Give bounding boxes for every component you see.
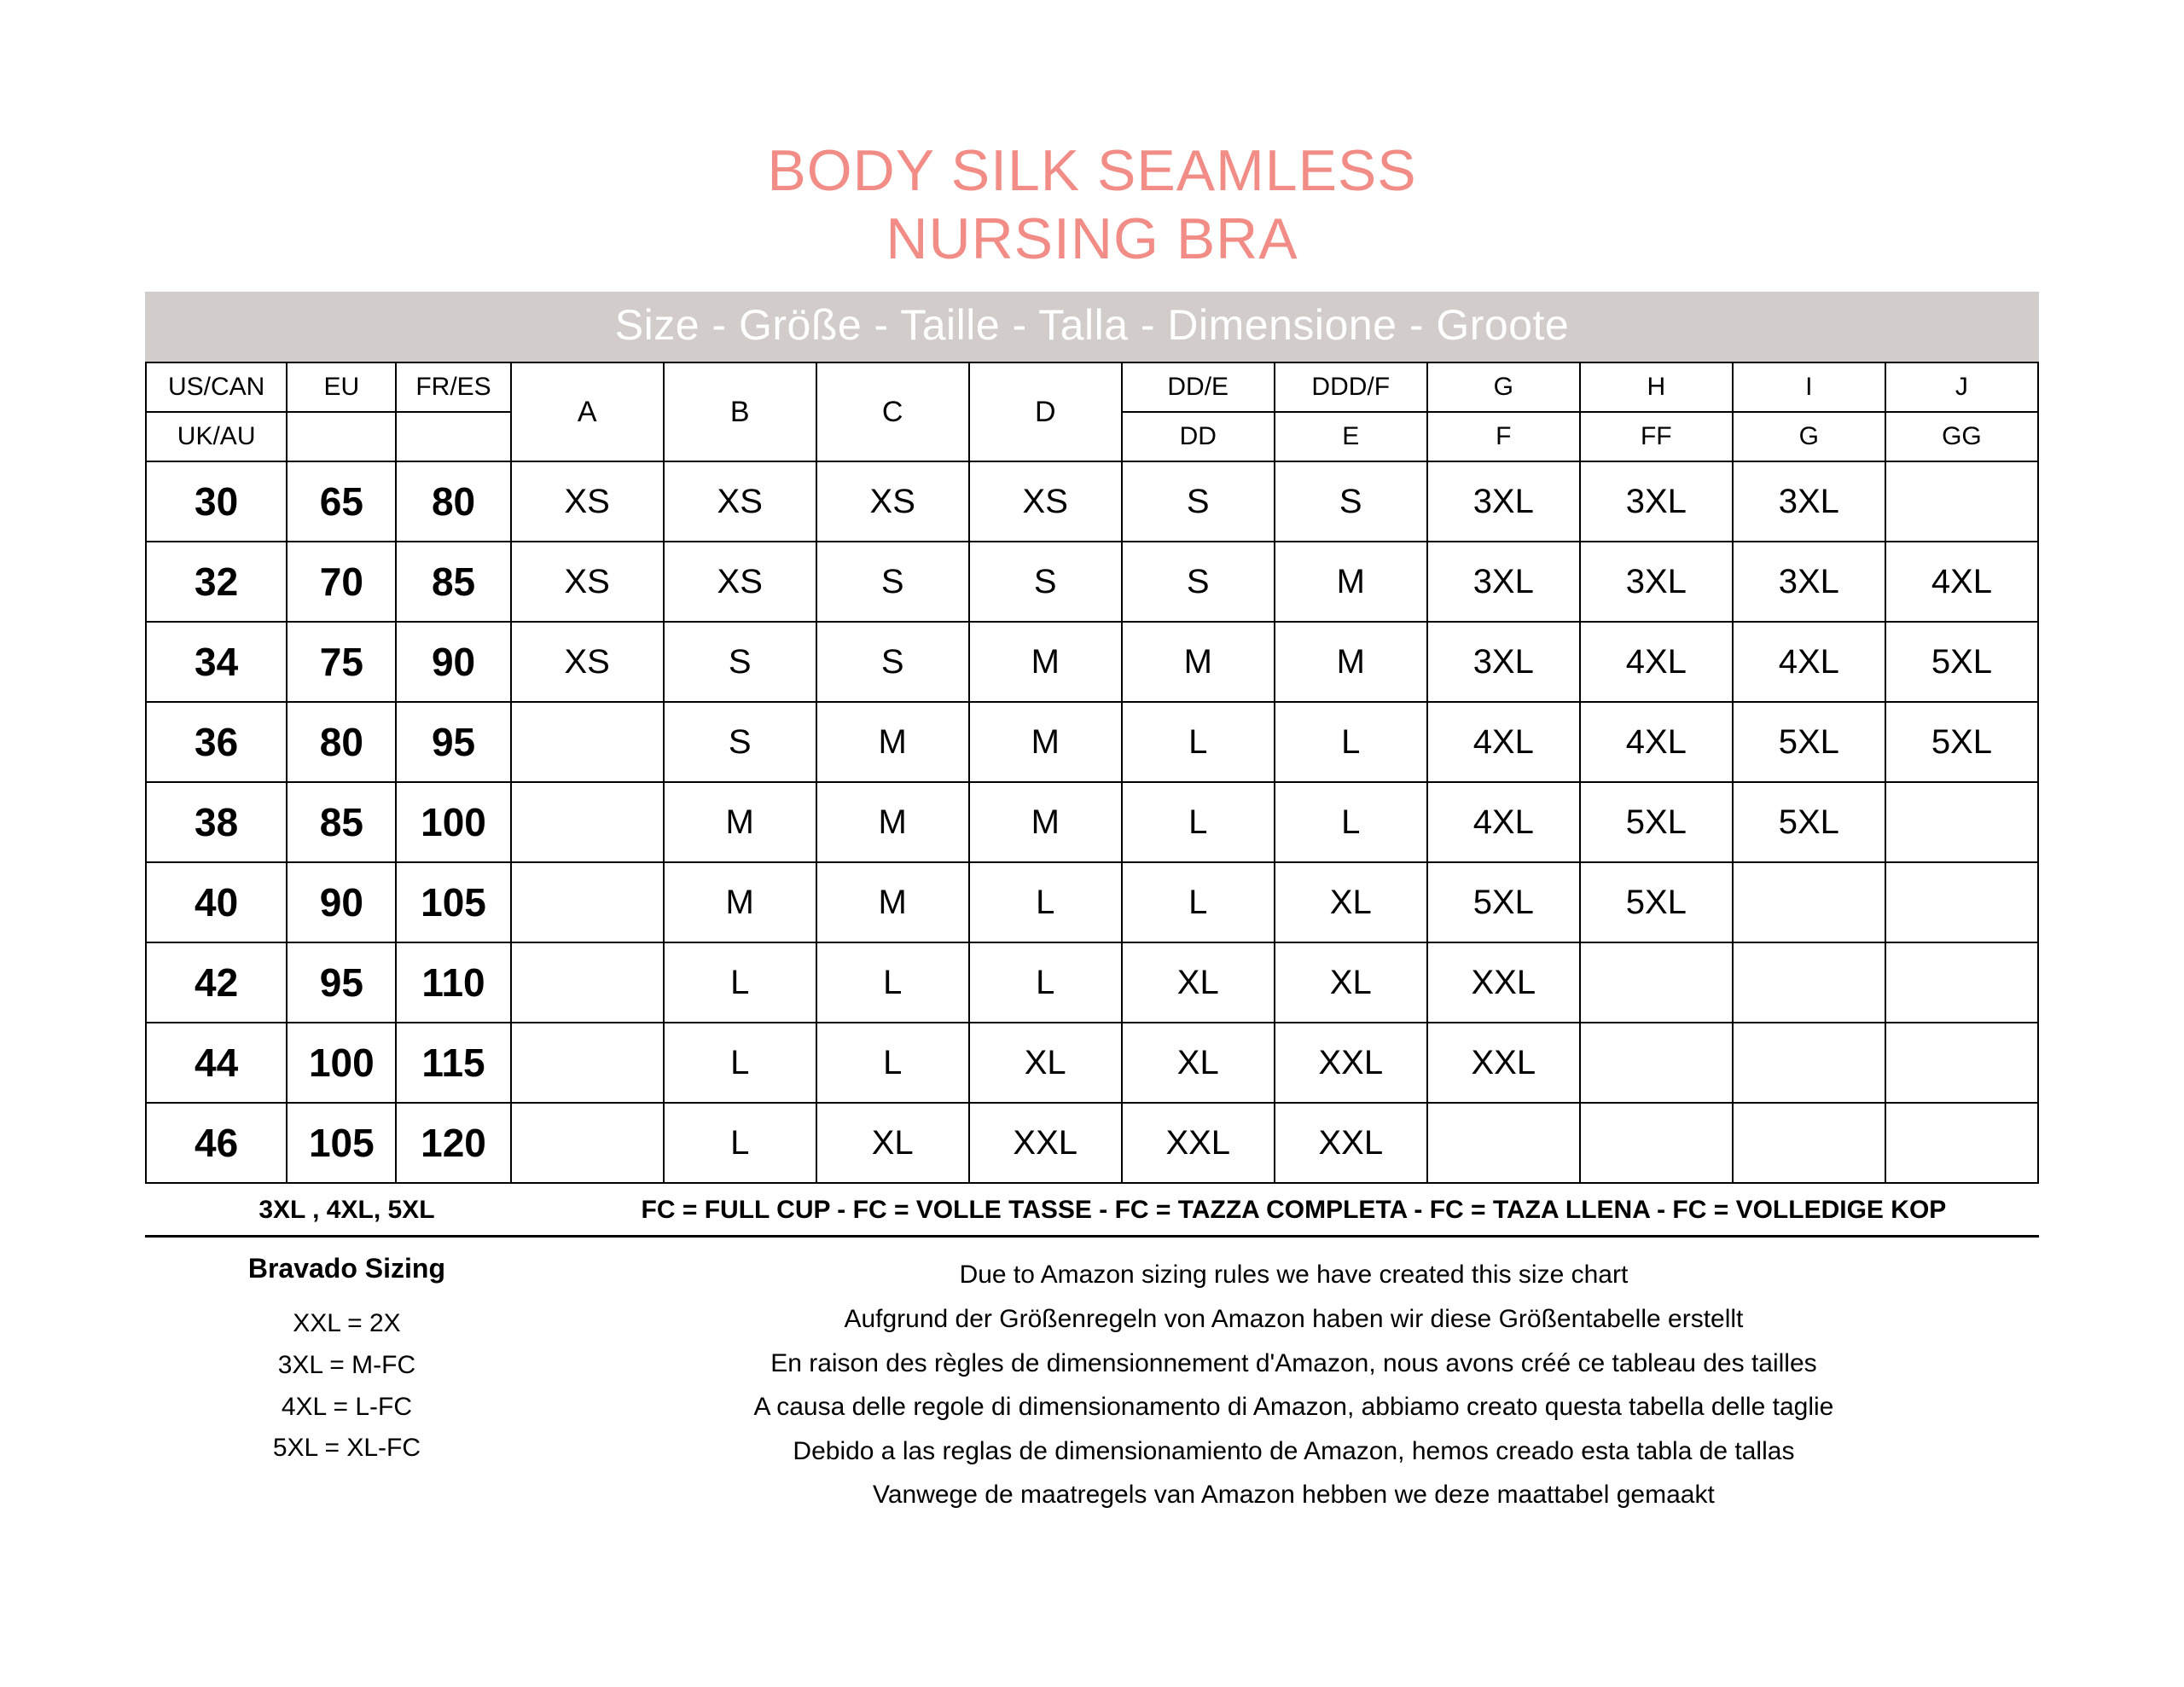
cell-cup-dd: S xyxy=(1122,461,1275,542)
cell-cup-c: XL xyxy=(816,1103,969,1183)
table-body xyxy=(146,461,2038,1183)
cell-cup-b: L xyxy=(664,1023,816,1103)
cell-cup-a xyxy=(511,782,664,862)
cell-cup-d: M xyxy=(969,622,1122,702)
cell-fr: 95 xyxy=(396,702,510,782)
cell-eu: 95 xyxy=(287,942,396,1023)
cell-cup-f: XXL xyxy=(1427,942,1580,1023)
cell-fr: 90 xyxy=(396,622,510,702)
header-cup-gg: GG xyxy=(1885,412,2038,461)
header-cup-a: A xyxy=(511,362,664,461)
cell-cup-dd: XL xyxy=(1122,1023,1275,1103)
cell-cup-gg: 5XL xyxy=(1885,702,2038,782)
header-row-primary xyxy=(146,362,2038,412)
cell-cup-c: S xyxy=(816,542,969,622)
note-line-fr: En raison des règles de dimensionnement d'Amazon, nous avons créé ce tableau des tailles xyxy=(770,1348,1817,1377)
cell-us: 40 xyxy=(146,862,287,942)
header-eu: EU xyxy=(287,362,396,412)
header-cup-g2: G xyxy=(1733,412,1885,461)
header-cup-i: I xyxy=(1733,362,1885,412)
cell-cup-a xyxy=(511,1023,664,1103)
cell-cup-g xyxy=(1733,942,1885,1023)
size-banner: Size - Größe - Taille - Talla - Dimensione - Groote xyxy=(145,292,2039,362)
cell-us: 38 xyxy=(146,782,287,862)
note-line-de: Aufgrund der Größenregeln von Amazon haben wir diese Größentabelle erstellt xyxy=(844,1305,1744,1334)
cell-cup-gg xyxy=(1885,942,2038,1023)
cell-cup-a xyxy=(511,942,664,1023)
cell-cup-b: S xyxy=(664,702,816,782)
header-cup-f: F xyxy=(1427,412,1580,461)
cell-cup-a xyxy=(511,702,664,782)
cell-us: 42 xyxy=(146,942,287,1023)
size-table-wrapper xyxy=(145,362,2039,1184)
cell-cup-e: M xyxy=(1275,622,1427,702)
table-row xyxy=(146,542,2038,622)
bravado-sizing-title: Bravado Sizing xyxy=(247,1253,445,1284)
cell-cup-a xyxy=(511,862,664,942)
cell-cup-ff xyxy=(1580,1103,1733,1183)
bravado-line-4: 5XL = XL-FC xyxy=(272,1434,421,1463)
cell-cup-e: XL xyxy=(1275,862,1427,942)
table-row xyxy=(146,942,2038,1023)
header-cup-h: H xyxy=(1580,362,1733,412)
bravado-line-1: XXL = 2X xyxy=(293,1309,401,1338)
table-row xyxy=(146,702,2038,782)
note-line-it: A causa delle regole di dimensionamento di Amazon, abbiamo creato questa tabella delle taglie xyxy=(753,1393,1834,1422)
cell-cup-ff: 4XL xyxy=(1580,702,1733,782)
cell-cup-gg xyxy=(1885,1103,2038,1183)
cell-cup-e: M xyxy=(1275,542,1427,622)
title-line-2: NURSING BRA xyxy=(886,206,1298,272)
cell-cup-d: XXL xyxy=(969,1103,1122,1183)
header-uscan: US/CAN xyxy=(146,362,287,412)
bravado-line-3: 4XL = L-FC xyxy=(281,1392,412,1421)
note-line-nl: Vanwege de maatregels van Amazon hebben we deze maattabel gemaakt xyxy=(873,1481,1715,1510)
cell-cup-a: XS xyxy=(511,461,664,542)
cell-cup-c: XS xyxy=(816,461,969,542)
cell-cup-g: 5XL xyxy=(1733,782,1885,862)
cell-cup-b: L xyxy=(664,1103,816,1183)
header-cup-d: D xyxy=(969,362,1122,461)
table-row xyxy=(146,1023,2038,1103)
cell-cup-g xyxy=(1733,862,1885,942)
cell-eu: 100 xyxy=(287,1023,396,1103)
cell-cup-dd: L xyxy=(1122,862,1275,942)
header-ukau: UK/AU xyxy=(146,412,287,461)
cell-us: 46 xyxy=(146,1103,287,1183)
cell-cup-gg xyxy=(1885,461,2038,542)
cell-cup-d: XL xyxy=(969,1023,1122,1103)
cell-us: 34 xyxy=(146,622,287,702)
cell-us: 44 xyxy=(146,1023,287,1103)
cell-fr: 115 xyxy=(396,1023,510,1103)
cell-cup-gg xyxy=(1885,782,2038,862)
cell-cup-f: 3XL xyxy=(1427,622,1580,702)
cell-cup-ff: 3XL xyxy=(1580,542,1733,622)
header-cup-g: G xyxy=(1427,362,1580,412)
cell-cup-d: S xyxy=(969,542,1122,622)
header-cup-dddf: DDD/F xyxy=(1275,362,1427,412)
cell-cup-dd: S xyxy=(1122,542,1275,622)
cell-eu: 85 xyxy=(287,782,396,862)
cell-fr: 110 xyxy=(396,942,510,1023)
cell-cup-dd: M xyxy=(1122,622,1275,702)
cell-cup-a: XS xyxy=(511,622,664,702)
cell-cup-ff: 5XL xyxy=(1580,782,1733,862)
header-cup-dd: DD xyxy=(1122,412,1275,461)
cell-cup-f: 5XL xyxy=(1427,862,1580,942)
header-cup-ff: FF xyxy=(1580,412,1733,461)
table-row xyxy=(146,461,2038,542)
table-header xyxy=(146,362,2038,461)
cell-cup-b: XS xyxy=(664,461,816,542)
cell-eu: 80 xyxy=(287,702,396,782)
header-cup-e: E xyxy=(1275,412,1427,461)
cell-cup-a xyxy=(511,1103,664,1183)
table-row xyxy=(146,622,2038,702)
cell-cup-d: XS xyxy=(969,461,1122,542)
cell-cup-gg: 5XL xyxy=(1885,622,2038,702)
cell-cup-e: XXL xyxy=(1275,1103,1427,1183)
footnote-sizes: 3XL , 4XL, 5XL xyxy=(258,1196,435,1225)
cell-cup-gg xyxy=(1885,862,2038,942)
cell-cup-b: L xyxy=(664,942,816,1023)
bravado-line-2: 3XL = M-FC xyxy=(277,1351,416,1380)
footnote-row xyxy=(145,1184,2039,1235)
cell-cup-d: L xyxy=(969,942,1122,1023)
cell-cup-g: 3XL xyxy=(1733,542,1885,622)
cell-fr: 85 xyxy=(396,542,510,622)
cell-cup-a: XS xyxy=(511,542,664,622)
cell-cup-dd: XXL xyxy=(1122,1103,1275,1183)
size-table xyxy=(145,362,2039,1184)
cell-cup-ff: 4XL xyxy=(1580,622,1733,702)
cell-us: 32 xyxy=(146,542,287,622)
cell-cup-e: S xyxy=(1275,461,1427,542)
cell-fr: 120 xyxy=(396,1103,510,1183)
cell-cup-d: L xyxy=(969,862,1122,942)
cell-cup-ff xyxy=(1580,1023,1733,1103)
cell-us: 30 xyxy=(146,461,287,542)
cell-cup-g xyxy=(1733,1023,1885,1103)
table-row xyxy=(146,862,2038,942)
header-fres: FR/ES xyxy=(396,362,510,412)
cell-cup-f xyxy=(1427,1103,1580,1183)
cell-cup-d: M xyxy=(969,702,1122,782)
header-cup-c: C xyxy=(816,362,969,461)
title-line-1: BODY SILK SEAMLESS xyxy=(767,138,1417,203)
cell-cup-dd: L xyxy=(1122,782,1275,862)
cell-cup-f: 4XL xyxy=(1427,702,1580,782)
cell-cup-dd: XL xyxy=(1122,942,1275,1023)
cell-cup-g: 4XL xyxy=(1733,622,1885,702)
cell-cup-d: M xyxy=(969,782,1122,862)
header-cup-b: B xyxy=(664,362,816,461)
header-eu-blank xyxy=(287,412,396,461)
cell-cup-e: XXL xyxy=(1275,1023,1427,1103)
cell-eu: 90 xyxy=(287,862,396,942)
header-cup-j: J xyxy=(1885,362,2038,412)
header-fres-blank xyxy=(396,412,510,461)
cell-eu: 70 xyxy=(287,542,396,622)
cell-cup-gg: 4XL xyxy=(1885,542,2038,622)
cell-us: 36 xyxy=(146,702,287,782)
cell-cup-g xyxy=(1733,1103,1885,1183)
footnote-full-cup-legend: FC = FULL CUP - FC = VOLLE TASSE - FC = TAZZA COMPLETA - FC = TAZA LLENA - FC = VOLLEDIGE KOP xyxy=(641,1196,1947,1225)
cell-fr: 80 xyxy=(396,461,510,542)
cell-cup-dd: L xyxy=(1122,702,1275,782)
cell-cup-c: L xyxy=(816,942,969,1023)
cell-cup-b: M xyxy=(664,862,816,942)
cell-cup-c: L xyxy=(816,1023,969,1103)
cell-cup-ff: 5XL xyxy=(1580,862,1733,942)
amazon-notes-block xyxy=(549,1253,2039,1517)
cell-cup-b: M xyxy=(664,782,816,862)
cell-cup-c: S xyxy=(816,622,969,702)
cell-cup-b: XS xyxy=(664,542,816,622)
cell-cup-f: 3XL xyxy=(1427,542,1580,622)
note-line-en: Due to Amazon sizing rules we have created this size chart xyxy=(959,1261,1629,1290)
table-row xyxy=(146,782,2038,862)
cell-cup-c: M xyxy=(816,862,969,942)
note-line-es: Debido a las reglas de dimensionamiento de Amazon, hemos creado esta tabla de tallas xyxy=(793,1436,1795,1465)
cell-cup-c: M xyxy=(816,782,969,862)
cell-cup-g: 3XL xyxy=(1733,461,1885,542)
cell-cup-ff: 3XL xyxy=(1580,461,1733,542)
cell-fr: 105 xyxy=(396,862,510,942)
cell-fr: 100 xyxy=(396,782,510,862)
cell-cup-g: 5XL xyxy=(1733,702,1885,782)
cell-cup-ff xyxy=(1580,942,1733,1023)
cell-cup-f: 3XL xyxy=(1427,461,1580,542)
cell-cup-c: M xyxy=(816,702,969,782)
cell-cup-e: L xyxy=(1275,702,1427,782)
bravado-sizing-block xyxy=(145,1253,549,1517)
cell-cup-e: XL xyxy=(1275,942,1427,1023)
cell-cup-f: XXL xyxy=(1427,1023,1580,1103)
cell-eu: 105 xyxy=(287,1103,396,1183)
cell-eu: 65 xyxy=(287,461,396,542)
bottom-section xyxy=(145,1238,2039,1517)
cell-eu: 75 xyxy=(287,622,396,702)
cell-cup-e: L xyxy=(1275,782,1427,862)
cell-cup-f: 4XL xyxy=(1427,782,1580,862)
header-cup-dde: DD/E xyxy=(1122,362,1275,412)
page-title xyxy=(0,0,2184,273)
table-row xyxy=(146,1103,2038,1183)
cell-cup-gg xyxy=(1885,1023,2038,1103)
cell-cup-b: S xyxy=(664,622,816,702)
